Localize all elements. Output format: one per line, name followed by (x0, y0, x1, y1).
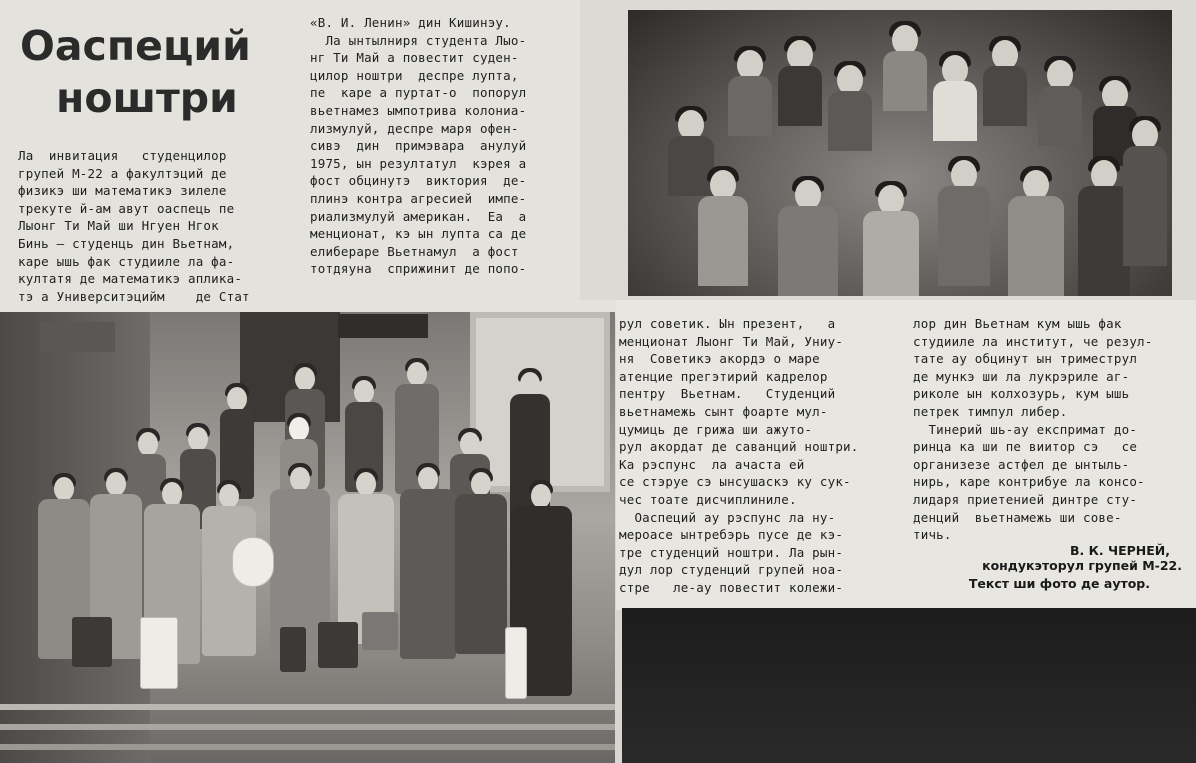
headline-line-1: Оаспеций (20, 22, 251, 70)
group-photo-main (0, 312, 615, 763)
person-figure (510, 484, 572, 744)
headline (20, 20, 280, 124)
signature-role: кондукэторул групей М-22. (982, 558, 1182, 573)
person-figure (338, 472, 394, 712)
group-photo-top (628, 10, 1172, 296)
shopping-bag (505, 627, 527, 699)
handbag (72, 617, 112, 667)
person-figure (400, 467, 456, 707)
handbag (280, 627, 306, 672)
person-figure (90, 472, 142, 712)
handbag (318, 622, 358, 668)
signature-name: В. К. ЧЕРНЕЙ, (1070, 543, 1170, 558)
article-column-4: лор дин Вьетнам кум ышь фак студииле ла институт, че резул- тате ау обцинут ын триместрул де мункэ ши ла лукрэриле аг- риколе ын колхозурь, кум ышь петрек тимпул либер. Тинерий шь-ау експримат до- ринца ка ши пе виитор сэ се организезе астфел де ынтыль- нирь, каре контрибуе ла консо- лидаря приетенией динтре сту- денций вьетнамежь ши сове- тичь. (913, 316, 1153, 543)
flower-bouquet (232, 537, 274, 587)
shopping-bag (140, 617, 178, 689)
stair-step (0, 744, 615, 750)
person-figure (38, 477, 90, 717)
signature-credit: Текст ши фото де аутор. (968, 576, 1150, 591)
article-column-3: рул советик. Ын презент, а менционат Лыонг Ти Май, Униу- ня Советикэ акордэ о маре атенцие прегэтирий кадрелор пентру Вьетнам. Студенций вьетнамежь сынт фоарте мул- цумиць де грижа ши ажуто- рул акордат де саванций ноштри. Ка рэспунс ла ачаста ей се стэруе сэ ынсушаскэ ку сук- чес тоате дисчиплиниле. Оаспеций ау рэспунс ла ну- мероасе ынтребэрь пусе де кэ- тре студенций ноштри. Ла рын- дул лор студенций групей ноа- стре ле-ау повестит колежи- (619, 316, 859, 595)
background-dark-area (622, 608, 1196, 763)
article-column-1: Ла инвитация студенцилор групей М-22 а факултэций де физикэ ши математикэ зилеле трекуте й-ам авут оаспець пе Лыонг Ти Май ши Нгуен Нгок Бинь — студенць дин Вьетнам, каре ышь фак студииле ла фа- култатя де математикэ аплика- тэ а Университэцийм де Стат (18, 148, 250, 304)
headline-line-2: ноштри (56, 74, 238, 122)
building-sign (40, 322, 115, 352)
person-figure (455, 472, 507, 712)
handbag (362, 612, 398, 650)
article-column-2: «В. И. Ленин» дин Кишинэу. Ла ынтылниря студента Лыо- нг Ти Май а повестит суден- цилор ноштри деспре лупта, пе каре а пуртат-о попорул вьетнамез ымпотрива колониа- лизмулуй, деспре маря офен- сивэ дин примэвара анулуй 1975, ын резултатул кэрея а фост обцинутэ виктория де- плинэ контра агресией импе- риализмулуй американ. Еа а менционат, кэ ын лупта са де елибераре Вьетнамул а фост тотдяуна сприжинит де попо- (310, 15, 527, 277)
building-plaque (338, 314, 428, 338)
person-figure (202, 484, 256, 724)
